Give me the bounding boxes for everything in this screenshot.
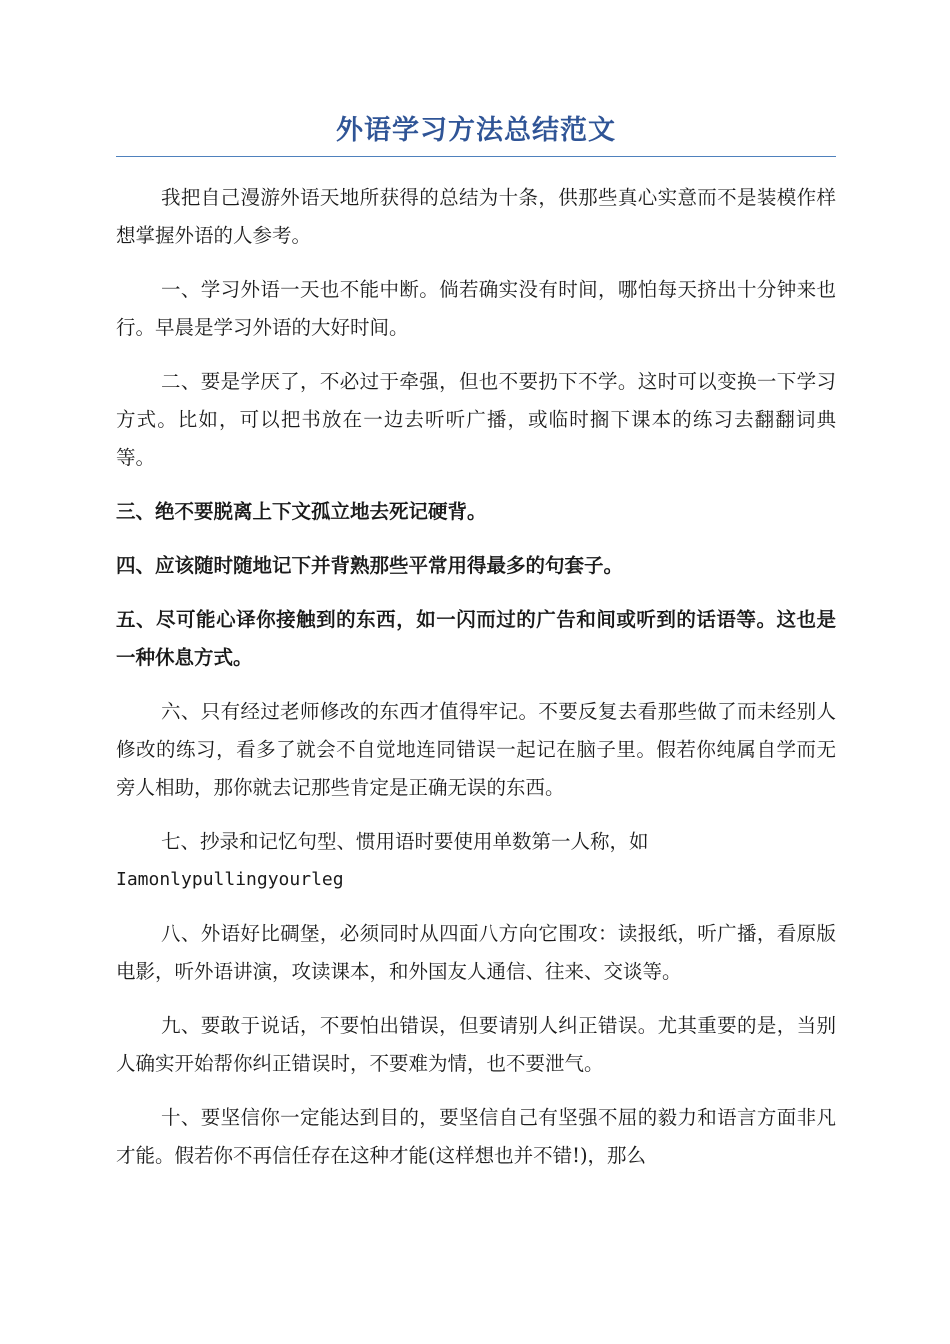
paragraph-tip-8: 八、外语好比碉堡，必须同时从四面八方向它围攻：读报纸，听广播，看原版电影，听外语讲演，攻读课本，和外国友人通信、往来、交谈等。 [116, 922, 836, 983]
paragraph-tip-6: 六、只有经过老师修改的东西才值得牢记。不要反复去看那些做了而未经别人修改的练习，看多了就会不自觉地连同错误一起记在脑子里。假若你纯属自学而无旁人相助，那你就去记那些肯定是正确无误的东西。 [116, 700, 836, 799]
example-sentence: Iamonlypullingyourleg [116, 869, 344, 890]
paragraph-tip-2: 二、要是学厌了，不必过于牵强，但也不要扔下不学。这时可以变换一下学习方式。比如，可以把书放在一边去听听广播，或临时搁下课本的练习去翻翻词典等。 [116, 370, 836, 469]
paragraph-tip-1: 一、学习外语一天也不能中断。倘若确实没有时间，哪怕每天挤出十分钟来也行。早晨是学习外语的大好时间。 [116, 278, 836, 339]
paragraph-tip-10: 十、要坚信你一定能达到目的，要坚信自己有坚强不屈的毅力和语言方面非凡才能。假若你不再信任存在这种才能(这样想也并不错!)，那么 [116, 1106, 836, 1167]
document-title: 外语学习方法总结范文 [116, 112, 836, 157]
document-page [116, 112, 836, 1191]
paragraph-tip-9: 九、要敢于说话，不要怕出错误，但要请别人纠正错误。尤其重要的是，当别人确实开始帮你纠正错误时，不要难为情，也不要泄气。 [116, 1014, 836, 1075]
document-body [116, 179, 836, 1175]
paragraph-tip-4: 四、应该随时随地记下并背熟那些平常用得最多的句套子。 [116, 554, 624, 577]
paragraph-tip-7-text: 七、抄录和记忆句型、惯用语时要使用单数第一人称，如 [161, 830, 649, 853]
paragraph-tip-5: 五、尽可能心译你接触到的东西，如一闪而过的广告和间或听到的话语等。这也是一种休息方式。 [116, 608, 836, 669]
paragraph-tip-7 [116, 823, 836, 899]
paragraph-intro: 我把自己漫游外语天地所获得的总结为十条，供那些真心实意而不是装模作样想掌握外语的人参考。 [116, 186, 836, 247]
paragraph-tip-3: 三、绝不要脱离上下文孤立地去死记硬背。 [116, 500, 487, 523]
